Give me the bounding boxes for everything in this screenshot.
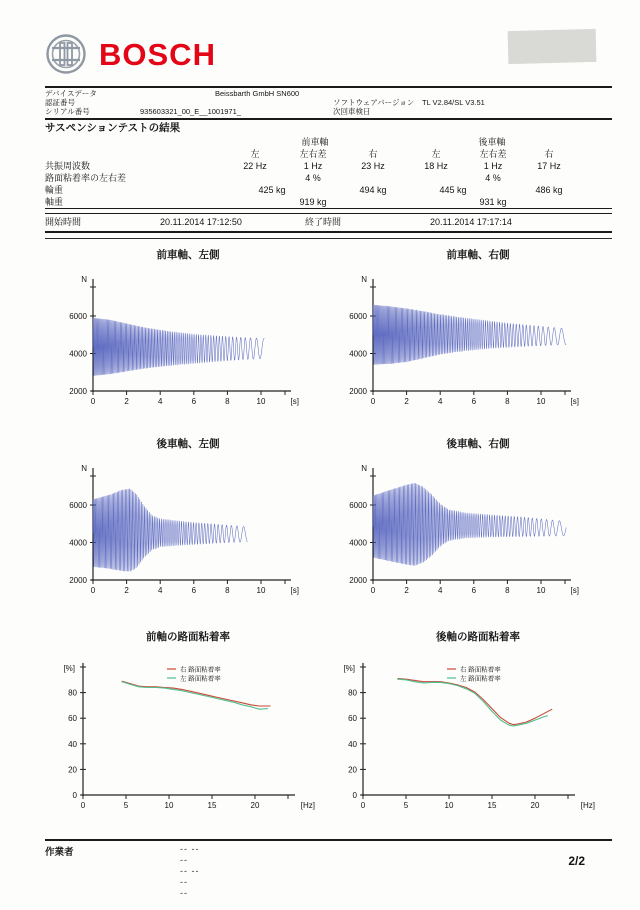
svg-text:2000: 2000 (349, 576, 367, 585)
rule-under-device (45, 118, 612, 120)
operator-section (45, 844, 612, 899)
svg-text:4000: 4000 (349, 349, 367, 359)
start-time-value: 20.11.2014 17:12:50 (160, 217, 242, 227)
cell: 919 kg (299, 197, 327, 207)
operator-label: 作業者 (45, 847, 74, 858)
chart-rear-left (28, 436, 318, 611)
bosch-armature-icon (45, 33, 87, 75)
start-time-label: 開始時間 (45, 217, 82, 227)
svg-text:5: 5 (403, 801, 409, 810)
svg-text:0: 0 (80, 801, 86, 810)
end-time-label: 終了時間 (305, 217, 342, 227)
device-data-table (45, 89, 612, 118)
rule-above-times (45, 208, 612, 214)
svg-text:20: 20 (348, 765, 357, 775)
svg-text:6: 6 (471, 586, 477, 595)
svg-text:6: 6 (191, 586, 197, 595)
table-row-adhesion-diff (45, 172, 612, 184)
table-row-resonance (45, 160, 612, 172)
svg-text:15: 15 (207, 801, 217, 810)
device-data-value: Beissbarth GmbH SN600 (215, 89, 300, 98)
col-header: 左 (431, 149, 441, 159)
cell: 1 Hz (303, 161, 323, 171)
svg-text:N: N (361, 275, 367, 284)
svg-text:2: 2 (404, 397, 409, 406)
rule-below-times-2 (45, 238, 612, 239)
svg-text:N: N (361, 464, 367, 473)
svg-text:6: 6 (471, 397, 477, 406)
svg-text:20: 20 (68, 765, 77, 775)
svg-text:60: 60 (348, 714, 357, 724)
chart-front-left (28, 247, 318, 422)
brand-name: BOSCH (99, 36, 216, 72)
svg-text:40: 40 (68, 739, 77, 749)
svg-text:8: 8 (225, 586, 230, 595)
rear-axle-header: 後車軸 (478, 137, 506, 147)
svg-text:0: 0 (90, 397, 96, 406)
svg-text:20: 20 (530, 801, 540, 810)
cell (341, 196, 405, 208)
operator-line: -- (180, 877, 188, 887)
svg-text:6000: 6000 (69, 312, 87, 321)
svg-text:8: 8 (505, 397, 510, 406)
svg-text:10: 10 (256, 586, 266, 595)
chart-front-right (318, 247, 608, 422)
chart-plot (28, 265, 318, 422)
oscillation-charts (0, 247, 640, 611)
side-header-row (45, 148, 612, 160)
svg-text:10: 10 (536, 586, 546, 595)
col-header: 右 (368, 149, 378, 159)
chart-title: 後車軸、右側 (446, 438, 510, 450)
chart-title: 前車軸、左側 (156, 249, 220, 261)
svg-text:[%]: [%] (63, 664, 75, 673)
svg-text:2: 2 (124, 397, 129, 406)
col-header: 左右差 (299, 149, 327, 159)
svg-text:4000: 4000 (69, 538, 87, 548)
svg-text:[Hz]: [Hz] (300, 801, 315, 810)
svg-text:10: 10 (164, 801, 174, 810)
cell: 1 Hz (483, 161, 503, 171)
svg-text:6000: 6000 (349, 501, 367, 510)
svg-text:2000: 2000 (69, 576, 87, 585)
svg-text:80: 80 (68, 688, 77, 698)
svg-text:右 路面粘着率: 右 路面粘着率 (180, 666, 221, 674)
svg-text:10: 10 (444, 801, 454, 810)
cell (405, 196, 467, 208)
end-time-value: 20.11.2014 17:17:14 (430, 217, 512, 227)
col-header: 左右差 (479, 149, 507, 159)
cert-number-label: 認証番号 (45, 98, 75, 107)
chart-rear-adhesion (318, 629, 608, 830)
cell: 18 Hz (424, 161, 448, 171)
chart-rear-right (318, 436, 608, 611)
cell (225, 196, 285, 208)
results-table (45, 136, 612, 208)
cell: 4 % (485, 173, 501, 183)
chart-title: 前車軸、右側 (446, 249, 510, 261)
svg-text:2000: 2000 (349, 387, 367, 396)
cell: 931 kg (479, 197, 507, 207)
svg-text:4: 4 (157, 397, 163, 406)
svg-text:0: 0 (352, 791, 357, 800)
operator-line: -- (180, 888, 188, 898)
row-label: 軸重 (45, 197, 64, 207)
cell: 425 kg (258, 185, 286, 195)
svg-text:6000: 6000 (349, 312, 367, 321)
cell: 17 Hz (537, 161, 561, 171)
operator-line: -- -- (180, 844, 200, 854)
serial-number-label: シリアル番号 (45, 107, 90, 116)
svg-text:60: 60 (68, 714, 77, 724)
axle-header-row (45, 136, 612, 148)
rule-top (45, 86, 612, 88)
table-row-axle-weight (45, 196, 612, 208)
svg-text:N: N (81, 275, 87, 284)
svg-text:0: 0 (72, 791, 77, 800)
svg-text:2: 2 (404, 586, 409, 595)
svg-text:0: 0 (370, 397, 376, 406)
chart-title: 前軸の路面粘着率 (146, 631, 230, 643)
bosch-logo (45, 33, 216, 75)
svg-text:10: 10 (256, 397, 266, 406)
rule-above-operator (45, 839, 612, 841)
svg-text:6: 6 (191, 397, 197, 406)
page-number: 2/2 (568, 854, 585, 868)
svg-text:6000: 6000 (69, 501, 87, 510)
svg-text:0: 0 (370, 586, 376, 595)
svg-text:[s]: [s] (570, 586, 579, 595)
software-version-label: ソフトウェアバージョン (333, 98, 415, 107)
table-row-wheel-weight (45, 184, 612, 196)
svg-text:[%]: [%] (343, 664, 355, 673)
operator-line: -- (180, 855, 188, 865)
svg-text:80: 80 (348, 688, 357, 698)
redaction-sticker (508, 29, 597, 64)
chart-plot (318, 647, 608, 830)
cell (405, 172, 467, 184)
row-label: 輪重 (45, 185, 64, 195)
svg-text:4: 4 (157, 586, 163, 595)
serial-number-value: 935603321_00_E__1001971_ (140, 107, 241, 116)
adhesion-charts (0, 629, 640, 830)
svg-text:8: 8 (225, 397, 230, 406)
svg-text:[s]: [s] (290, 586, 299, 595)
svg-text:右 路面粘着率: 右 路面粘着率 (460, 666, 501, 674)
svg-text:[s]: [s] (570, 397, 579, 406)
svg-text:2000: 2000 (69, 387, 87, 396)
chart-plot (28, 647, 318, 830)
cell (519, 196, 579, 208)
svg-text:4: 4 (437, 397, 443, 406)
svg-text:5: 5 (123, 801, 129, 810)
svg-text:10: 10 (536, 397, 546, 406)
cell: 494 kg (359, 185, 387, 195)
svg-text:N: N (81, 464, 87, 473)
cell: 23 Hz (361, 161, 385, 171)
chart-title: 後車軸、左側 (156, 438, 220, 450)
svg-text:40: 40 (348, 739, 357, 749)
operator-line: -- -- (180, 866, 200, 876)
svg-text:0: 0 (90, 586, 96, 595)
time-row (45, 216, 612, 229)
chart-plot (318, 265, 608, 422)
cell: 22 Hz (243, 161, 267, 171)
svg-text:8: 8 (505, 586, 510, 595)
svg-text:0: 0 (360, 801, 366, 810)
chart-front-adhesion (28, 629, 318, 830)
col-header: 右 (544, 149, 554, 159)
chart-plot (28, 454, 318, 611)
cell (341, 172, 405, 184)
next-inspection-label: 次回車検日 (333, 107, 371, 116)
cell (519, 172, 579, 184)
cell (225, 172, 285, 184)
chart-title: 後軸の路面粘着率 (436, 631, 520, 643)
software-version-value: TL V2.84/SL V3.51 (422, 98, 485, 107)
row-label: 路面粘着率の左右差 (45, 173, 127, 183)
row-label: 共振周波数 (45, 161, 91, 171)
svg-text:[Hz]: [Hz] (580, 801, 595, 810)
svg-text:4: 4 (437, 586, 443, 595)
svg-text:[s]: [s] (290, 397, 299, 406)
svg-text:4000: 4000 (69, 349, 87, 359)
svg-text:20: 20 (250, 801, 260, 810)
svg-text:左 路面粘着率: 左 路面粘着率 (180, 675, 221, 683)
svg-text:2: 2 (124, 586, 129, 595)
cell: 445 kg (439, 185, 467, 195)
svg-text:4000: 4000 (349, 538, 367, 548)
svg-text:15: 15 (487, 801, 497, 810)
chart-plot (318, 454, 608, 611)
front-axle-header: 前車軸 (301, 137, 329, 147)
svg-text:左 路面粘着率: 左 路面粘着率 (460, 675, 501, 683)
operator-lines (180, 844, 200, 899)
col-header: 左 (250, 149, 260, 159)
header (0, 0, 640, 86)
cell: 4 % (305, 173, 321, 183)
results-title: サスペンションテストの結果 (45, 122, 181, 134)
cell: 486 kg (535, 185, 563, 195)
device-data-label: デバイスデータ (45, 89, 97, 98)
